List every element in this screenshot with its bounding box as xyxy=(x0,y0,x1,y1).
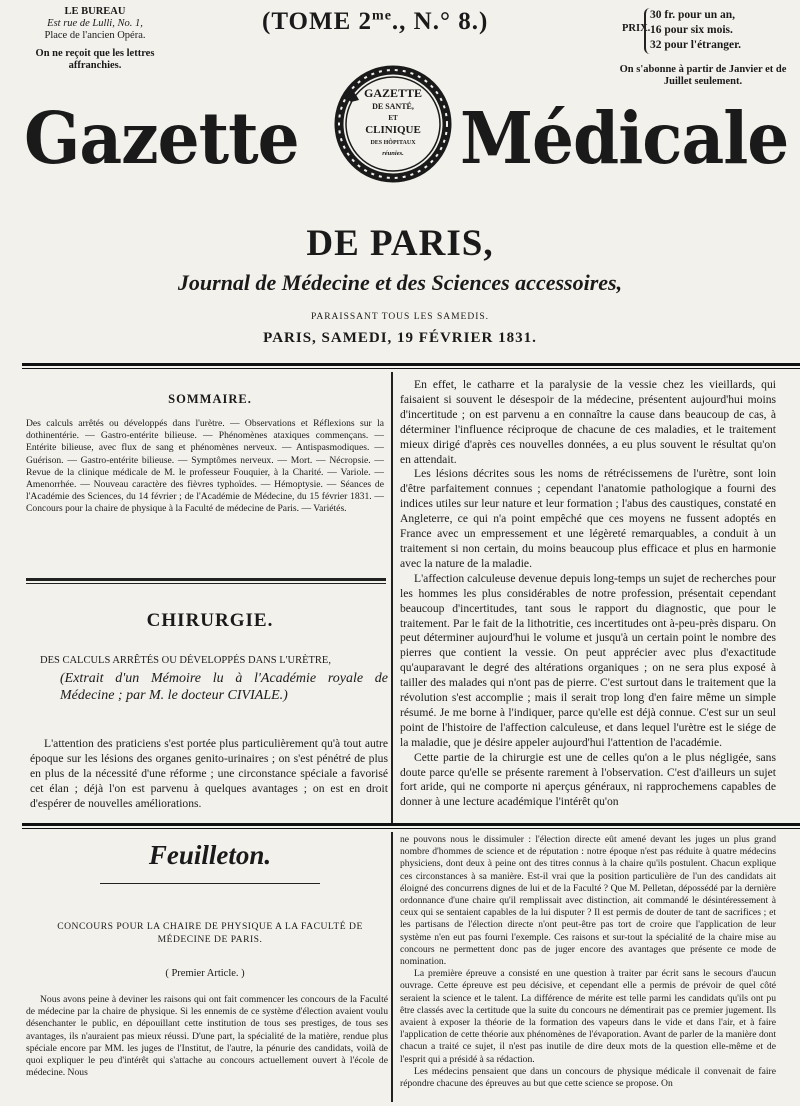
issue-date: PARIS, SAMEDI, 19 FÉVRIER 1831. xyxy=(263,330,537,346)
chirurgie-subtitle: DES CALCULS ARRÊTÉS OU DÉVELOPPÉS DANS L'URÈTRE, xyxy=(40,655,331,666)
price-six-months: 16 pour six mois. xyxy=(650,24,733,36)
feuilleton-right-paragraph-2: La première épreuve a consisté en une question à traiter par écrit sans le secours d'aucun ouvrage. Cette épreuve est peu décisive, et cependant elle a permis de prévoir de quel côté seraient la science et le talent. La différence de mérite est telle parmi les candidats qu'ils ont pu être classés avec la certitude que la suite du concours ne démentirait pas ce premier jugement. Ils avaient à exposer la théorie de la formation des vapeurs dans le vide et dans l'air, et à faire l'application de cette théorie aux phénomènes de l'évaporation. Avant de parler de la manière dont chacun a traité ce sujet, il n'est pas inutile de dire deux mots de la question elle-même et de l'esprit qui a présidé à sa rédaction. xyxy=(400,968,776,1065)
chirurgie-title: CHIRURGIE. xyxy=(146,610,274,631)
sommaire-rule xyxy=(26,578,386,581)
feuilleton-title-rule xyxy=(100,883,320,884)
chirurgie-extract: (Extrait d'un Mémoire lu à l'Académie royale de Médecine ; par M. le docteur CIVIALE.) xyxy=(60,671,388,703)
publication-frequency: PARAISSANT TOUS LES SAMEDIS. xyxy=(310,312,490,322)
feuilleton-left-paragraph: Nous avons peine à deviner les raisons qui ont fait commencer les concours de la Faculté de médecine par la chaire de physique. Si les ennemis de ce système d'élection avaient voulu désenchanter le public, en dépouillant cette institution de tous ses prestiges, de tous ses avantages, ils n'auraient pas mieux réussi. D'une part, la spécialité de la matière, rendue plus spéciale encore par MM. les juges de l'Institut, de l'autre, la pénurie des candidats, voilà de quoi expliquer le peu d'intérêt qui s'attache au concours actuellement ouvert à l'école de médecine. Nous xyxy=(26,994,388,1079)
seal-line-3: ET xyxy=(388,114,398,122)
article-right-column xyxy=(400,378,776,810)
seal-line-5: DES HÔPITAUX xyxy=(370,140,416,146)
title-gazette: Gazette xyxy=(24,96,299,181)
seal-line-4: CLINIQUE xyxy=(365,124,421,136)
chirurgie-intro xyxy=(30,736,388,811)
prix-label: PRIX. xyxy=(622,23,651,34)
feuilleton-article: ( Premier Article. ) xyxy=(165,968,245,979)
sommaire-text: Des calculs arrêtés ou développés dans l'urètre. — Observations et Réflexions sur la dothinentérie. — Gastro-entérite bilieuse. — Phénomènes ataxiques commençans. — Entérite bilieuse, avec flux de sang et phénomènes nerveux. — Antispasmodiques. — Guérison. — Gastro-entérite bilieuse. — Symptômes nerveux. — Mort. — Nécropsie. — Revue de la clinique médicale de M. le professeur Fouquier, à la Charité. — Variole. — Amenorrhée. — Nouveau caractère des fièvres typhoïdes. — Hémoptysie. — Séances de l'Académie des Sciences, du 14 février ; de l'Académie de Médecine, du 15 février 1831. — Concours pour la chaire de physique à la Faculté de médecine de Paris. — Variétés. xyxy=(26,418,384,515)
seal-line-1: GAZETTE xyxy=(363,86,423,100)
column-divider-top xyxy=(391,372,393,824)
letters-note: On ne reçoit que les lettres affranchies. xyxy=(35,48,155,71)
column-divider-bottom xyxy=(391,832,393,1102)
office-info xyxy=(20,6,170,72)
chirurgie-intro-paragraph: L'attention des praticiens s'est portée plus particulièrement qu'à tout autre époque sur les lésions des organes genito-urinaires ; on s'est pénétré de plus en plus de la nécessité d'une réforme ; une circonstance spéciale a favorisé cet élan ; déjà l'on est parvenu à quelques avantages ; on est en droit d'espérer de nouvelles améliorations. xyxy=(30,737,388,810)
seal-line-6: réunies. xyxy=(382,150,404,157)
issue-number: ., N.° 8. xyxy=(391,8,479,35)
office-place: Place de l'ancien Opéra. xyxy=(44,30,146,41)
tome-number: (TOME $2^{me}$., N.° 8.) xyxy=(262,8,489,35)
feuilleton-rule xyxy=(22,823,800,826)
serpent-seal-emblem xyxy=(333,64,453,184)
feuilleton-right-paragraph-1: ne pouvons nous le dissimuler : l'élection directe eût amené devant les juges un plus grand nombre d'hommes de science et de réputation : notre époque n'est pas réduite à quatre médecins physiciens, dont deux à peine ont des titres connus à la chaire qu'ils postulent. Chacun explique ces circonstances à sa manière. Est-il vrai que la position particulière de l'un des candidats ait éloigné des concurrens dignes de lui et de la Faculté ? Que M. Pelletan, dépossédé par la dernière ordonnance d'une chaire qu'il remplissait avec distinction, ait commandé le désintéressement à ceux qui se sentaient capables de la lui disputer ? Il est permis de douter de tant de sacrifices ; et les partisans de l'élection directe n'ont peut-être pas tort de croire que l'application de leur système n'en eut pas fourni l'exemple. Ces raisons et sur-tout la spécialité de la chaire mise au concours ne permettent donc pas de juger encore des avantages que présente ce mode de nomination. xyxy=(400,834,776,968)
right-paragraph-1: En effet, le catharre et la paralysie de la vessie chez les vieillards, qui faisaient si souvent le désespoir de la médecine, présentent aujourd'hui moins d'incertitude ; on est parvenu a en connaître la cause dans beaucoup de cas, à déterminer l'influence réciproque de chacune de ces maladies, et le traitement mieux dirigé d'après ces nouvelles données, a eu plus souvent le résultat qu'on en attendait. xyxy=(400,378,776,466)
sommaire-rule-thin xyxy=(26,583,386,584)
feuilleton-rule-thin xyxy=(22,828,800,829)
masthead-rule-bottom xyxy=(22,368,800,369)
sommaire-title: SOMMAIRE. xyxy=(168,392,252,406)
masthead-rule-top xyxy=(22,363,800,366)
price-list xyxy=(650,8,741,53)
feuilleton-right-column xyxy=(400,834,776,1090)
office-title: LE BUREAU xyxy=(64,6,126,17)
feuilleton-left-text xyxy=(26,994,388,1079)
journal-subtitle: Journal de Médecine et des Sciences accessoires, xyxy=(177,270,623,295)
right-paragraph-4: Cette partie de la chirurgie est une de celles qu'on a le plus négligée, sans doute parce qu'elle se présente rarement à l'observation. C'est d'ailleurs un sujet fort aride, qui ne comporte ni aperçus généraux, ni rapprochemens capables de donner à une lecture académique l'intérêt qu'on xyxy=(400,750,776,809)
feuilleton-title: Feuilleton. xyxy=(148,840,272,870)
right-paragraph-2: Les lésions décrites sous les noms de rétrécissemens de l'urètre, sont loin d'être parfaitement connues ; cependant l'anatomie pathologique a fourni des indices utiles sur leur nature et leur formation ; l'abus des caustiques, constaté en Angleterre, ce qui n'a point empêché que ces moyens ne fussent adoptés en France avec un empressement et une légèreté remarquables, a conduit à un traitement si non certain, du moins beaucoup plus efficace et plus en harmonie avec la nature de la maladie. xyxy=(400,467,776,570)
price-year: 30 fr. pour un an, xyxy=(650,9,736,21)
title-de-paris: DE PARIS, xyxy=(306,223,494,264)
tome-sup: me xyxy=(372,8,392,24)
subscribe-note: On s'abonne à partir de Janvier et de Juillet seulement. xyxy=(619,64,787,87)
feuilleton-right-paragraph-3: Les médecins pensaient que dans un concours de physique médicale il convenait de faire répondre chacune des épreuves au but que cette science se propose. On xyxy=(400,1065,776,1090)
tome-label: TOME 2 xyxy=(271,8,373,35)
seal-line-2: DE SANTÉ, xyxy=(372,102,414,111)
office-address: Est rue de Lulli, No. 1, xyxy=(47,18,143,29)
right-paragraph-3: L'affection calculeuse devenue depuis long-temps un sujet de recherches pour les hommes les plus considérables de notre profession, présentait cependant beaucoup d'incertitudes, tant sous le rapport du diagnostic, que pour le traitement. Par le fait de la lithotritie, ces incertitudes ont à-peu-près disparu. On peut déterminer aujourd'hui le volume et jusqu'à un certain point le nombre des pierres que contient la vessie. On peut apprécier avec plus d'exactitude qu'auparavant le degré des altérations organiques ; on ne sera plus exposé à tailler des malades qui n'ont pas de pierre. C'est surtout dans le traitement que la révolution s'est accomplie ; mais il serait trop long d'en faire même un simple résumé. Je me borne à l'indiquer, parce qu'elle est déjà connue. C'est sur un seul point de l'histoire de l'affection calculeuse, et dans lequel l'urètre est le siége de la maladie, que je désire appeler aujourd'hui l'attention de l'académie. xyxy=(400,571,776,749)
title-medicale: Médicale xyxy=(460,96,789,181)
price-foreign: 32 pour l'étranger. xyxy=(650,39,742,51)
feuilleton-subtitle: CONCOURS POUR LA CHAIRE DE PHYSIQUE A LA FACULTÉ DE MÉDECINE DE PARIS. xyxy=(57,921,363,945)
